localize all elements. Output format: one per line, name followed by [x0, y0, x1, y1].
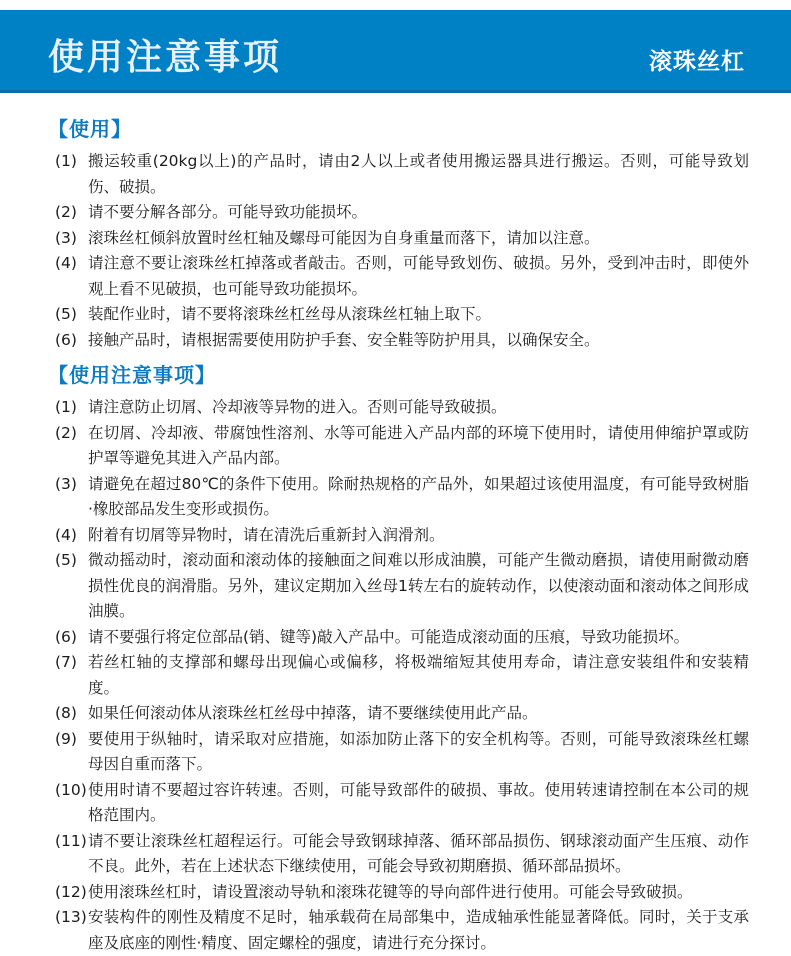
list-item [55, 328, 749, 354]
item-number: (5) [55, 551, 77, 569]
list-item [55, 548, 749, 625]
precautions-item-list [55, 395, 749, 956]
section-heading-usage: 【使用】 [48, 117, 132, 141]
item-number: (7) [55, 653, 77, 671]
page-title: 使用注意事项 [48, 37, 283, 78]
item-number: (9) [55, 729, 77, 748]
item-text: 请注意防止切屑、冷却液等异物的进入。否则可能导致破损。 [88, 398, 507, 416]
item-text: 若丝杠轴的支撑部和螺母出现偏心或偏移，将极端缩短其使用寿命，请注意安装组件和安装精度。 [88, 653, 749, 697]
item-text: 微动摇动时，滚动面和滚动体的接触面之间难以形成油膜，可能产生微动磨损，请使用耐微动磨损性优良的润滑脂。另外，建议定期加入丝母1转左右的旋转动作，以使滚动面和滚动体之间形成油膜。 [88, 551, 749, 620]
item-text: 请不要分解各部分。可能导致功能损坏。 [88, 203, 368, 221]
item-number: (8) [55, 704, 77, 722]
section-heading-precautions: 【使用注意事项】 [48, 363, 216, 387]
item-text: 在切屑、冷却液、带腐蚀性溶剂、水等可能进入产品内部的环境下使用时，请使用伸缩护罩或防护罩等避免其进入产品内部。 [88, 423, 749, 467]
item-text: 请注意不要让滚珠丝杠掉落或者敲击。否则，可能导致划伤、破损。另外，受到冲击时，即使外观上看不见破损，也可能导致功能损坏。 [88, 254, 749, 298]
item-text: 请避免在超过80℃的条件下使用。除耐热规格的产品外，如果超过该使用温度，有可能导致树脂·橡胶部品发生变形或损伤。 [88, 474, 749, 518]
section-usage [48, 117, 749, 353]
item-number: (1) [55, 152, 77, 170]
list-item [55, 829, 749, 880]
item-text: 使用时请不要超过容许转速。否则，可能导致部件的破损、事故。使用转速请控制在本公司的规格范围内。 [88, 780, 749, 824]
section-precautions [48, 363, 749, 956]
item-number: (2) [55, 203, 77, 221]
item-number: (10) [55, 780, 87, 799]
item-text: 接触产品时，请根据需要使用防护手套、安全鞋等防护用具，以确保安全。 [88, 330, 600, 349]
item-number: (12) [55, 882, 87, 901]
item-number: (13) [55, 908, 87, 926]
list-item [55, 302, 749, 328]
list-item [55, 727, 749, 778]
list-item [55, 226, 749, 252]
list-item [55, 472, 749, 523]
item-text: 附着有切屑等异物时，请在清洗后重新封入润滑剂。 [88, 525, 445, 544]
item-text: 滚珠丝杠倾斜放置时丝杠轴及螺母可能因为自身重量而落下，请加以注意。 [88, 228, 600, 247]
item-number: (4) [55, 254, 77, 272]
item-number: (4) [55, 525, 77, 544]
list-item [55, 701, 749, 727]
item-number: (11) [55, 831, 87, 850]
document-body [0, 93, 791, 956]
list-item [55, 200, 749, 226]
list-item [55, 251, 749, 302]
list-item [55, 905, 749, 956]
item-text: 使用滚珠丝杠时，请设置滚动导轨和滚珠花键等的导向部件进行使用。可能会导致破损。 [88, 882, 693, 901]
item-text: 请不要强行将定位部品(销、键等)敲入产品中。可能造成滚动面的压痕，导致功能损坏。 [88, 627, 690, 646]
item-text: 搬运较重(20kg以上)的产品时，请由2人以上或者使用搬运器具进行搬运。否则，可能导致划伤、破损。 [88, 152, 749, 196]
list-item [55, 523, 749, 549]
top-margin-strip [0, 0, 791, 10]
list-item [55, 421, 749, 472]
item-text: 要使用于纵轴时，请采取对应措施，如添加防止落下的安全机构等。否则，可能导致滚珠丝杠螺母因自重而落下。 [88, 729, 749, 773]
item-text: 装配作业时，请不要将滚珠丝杠丝母从滚珠丝杠轴上取下。 [88, 305, 492, 323]
product-name-label: 滚珠丝杠 [649, 49, 745, 75]
item-number: (1) [55, 398, 77, 416]
usage-item-list [55, 149, 749, 353]
list-item [55, 778, 749, 829]
item-number: (3) [55, 228, 77, 247]
item-number: (6) [55, 330, 77, 349]
item-text: 请不要让滚珠丝杠超程运行。可能会导致钢球掉落、循环部品损伤、钢球滚动面产生压痕、动作不良。此外，若在上述状态下继续使用，可能会导致初期磨损、循环部品损坏。 [88, 831, 749, 875]
item-text: 如果任何滚动体从滚珠丝杠丝母中掉落，请不要继续使用此产品。 [88, 704, 538, 722]
item-number: (5) [55, 305, 77, 323]
list-item [55, 625, 749, 651]
item-text: 安装构件的刚性及精度不足时，轴承载荷在局部集中，造成轴承性能显著降低。同时，关于支承座及底座的刚性·精度、固定螺栓的强度，请进行充分探讨。 [88, 908, 749, 952]
list-item [55, 880, 749, 906]
page-header-banner [0, 10, 791, 93]
item-number: (3) [55, 474, 77, 493]
list-item [55, 395, 749, 421]
item-number: (2) [55, 423, 77, 442]
item-number: (6) [55, 627, 77, 646]
list-item [55, 650, 749, 701]
list-item [55, 149, 749, 200]
